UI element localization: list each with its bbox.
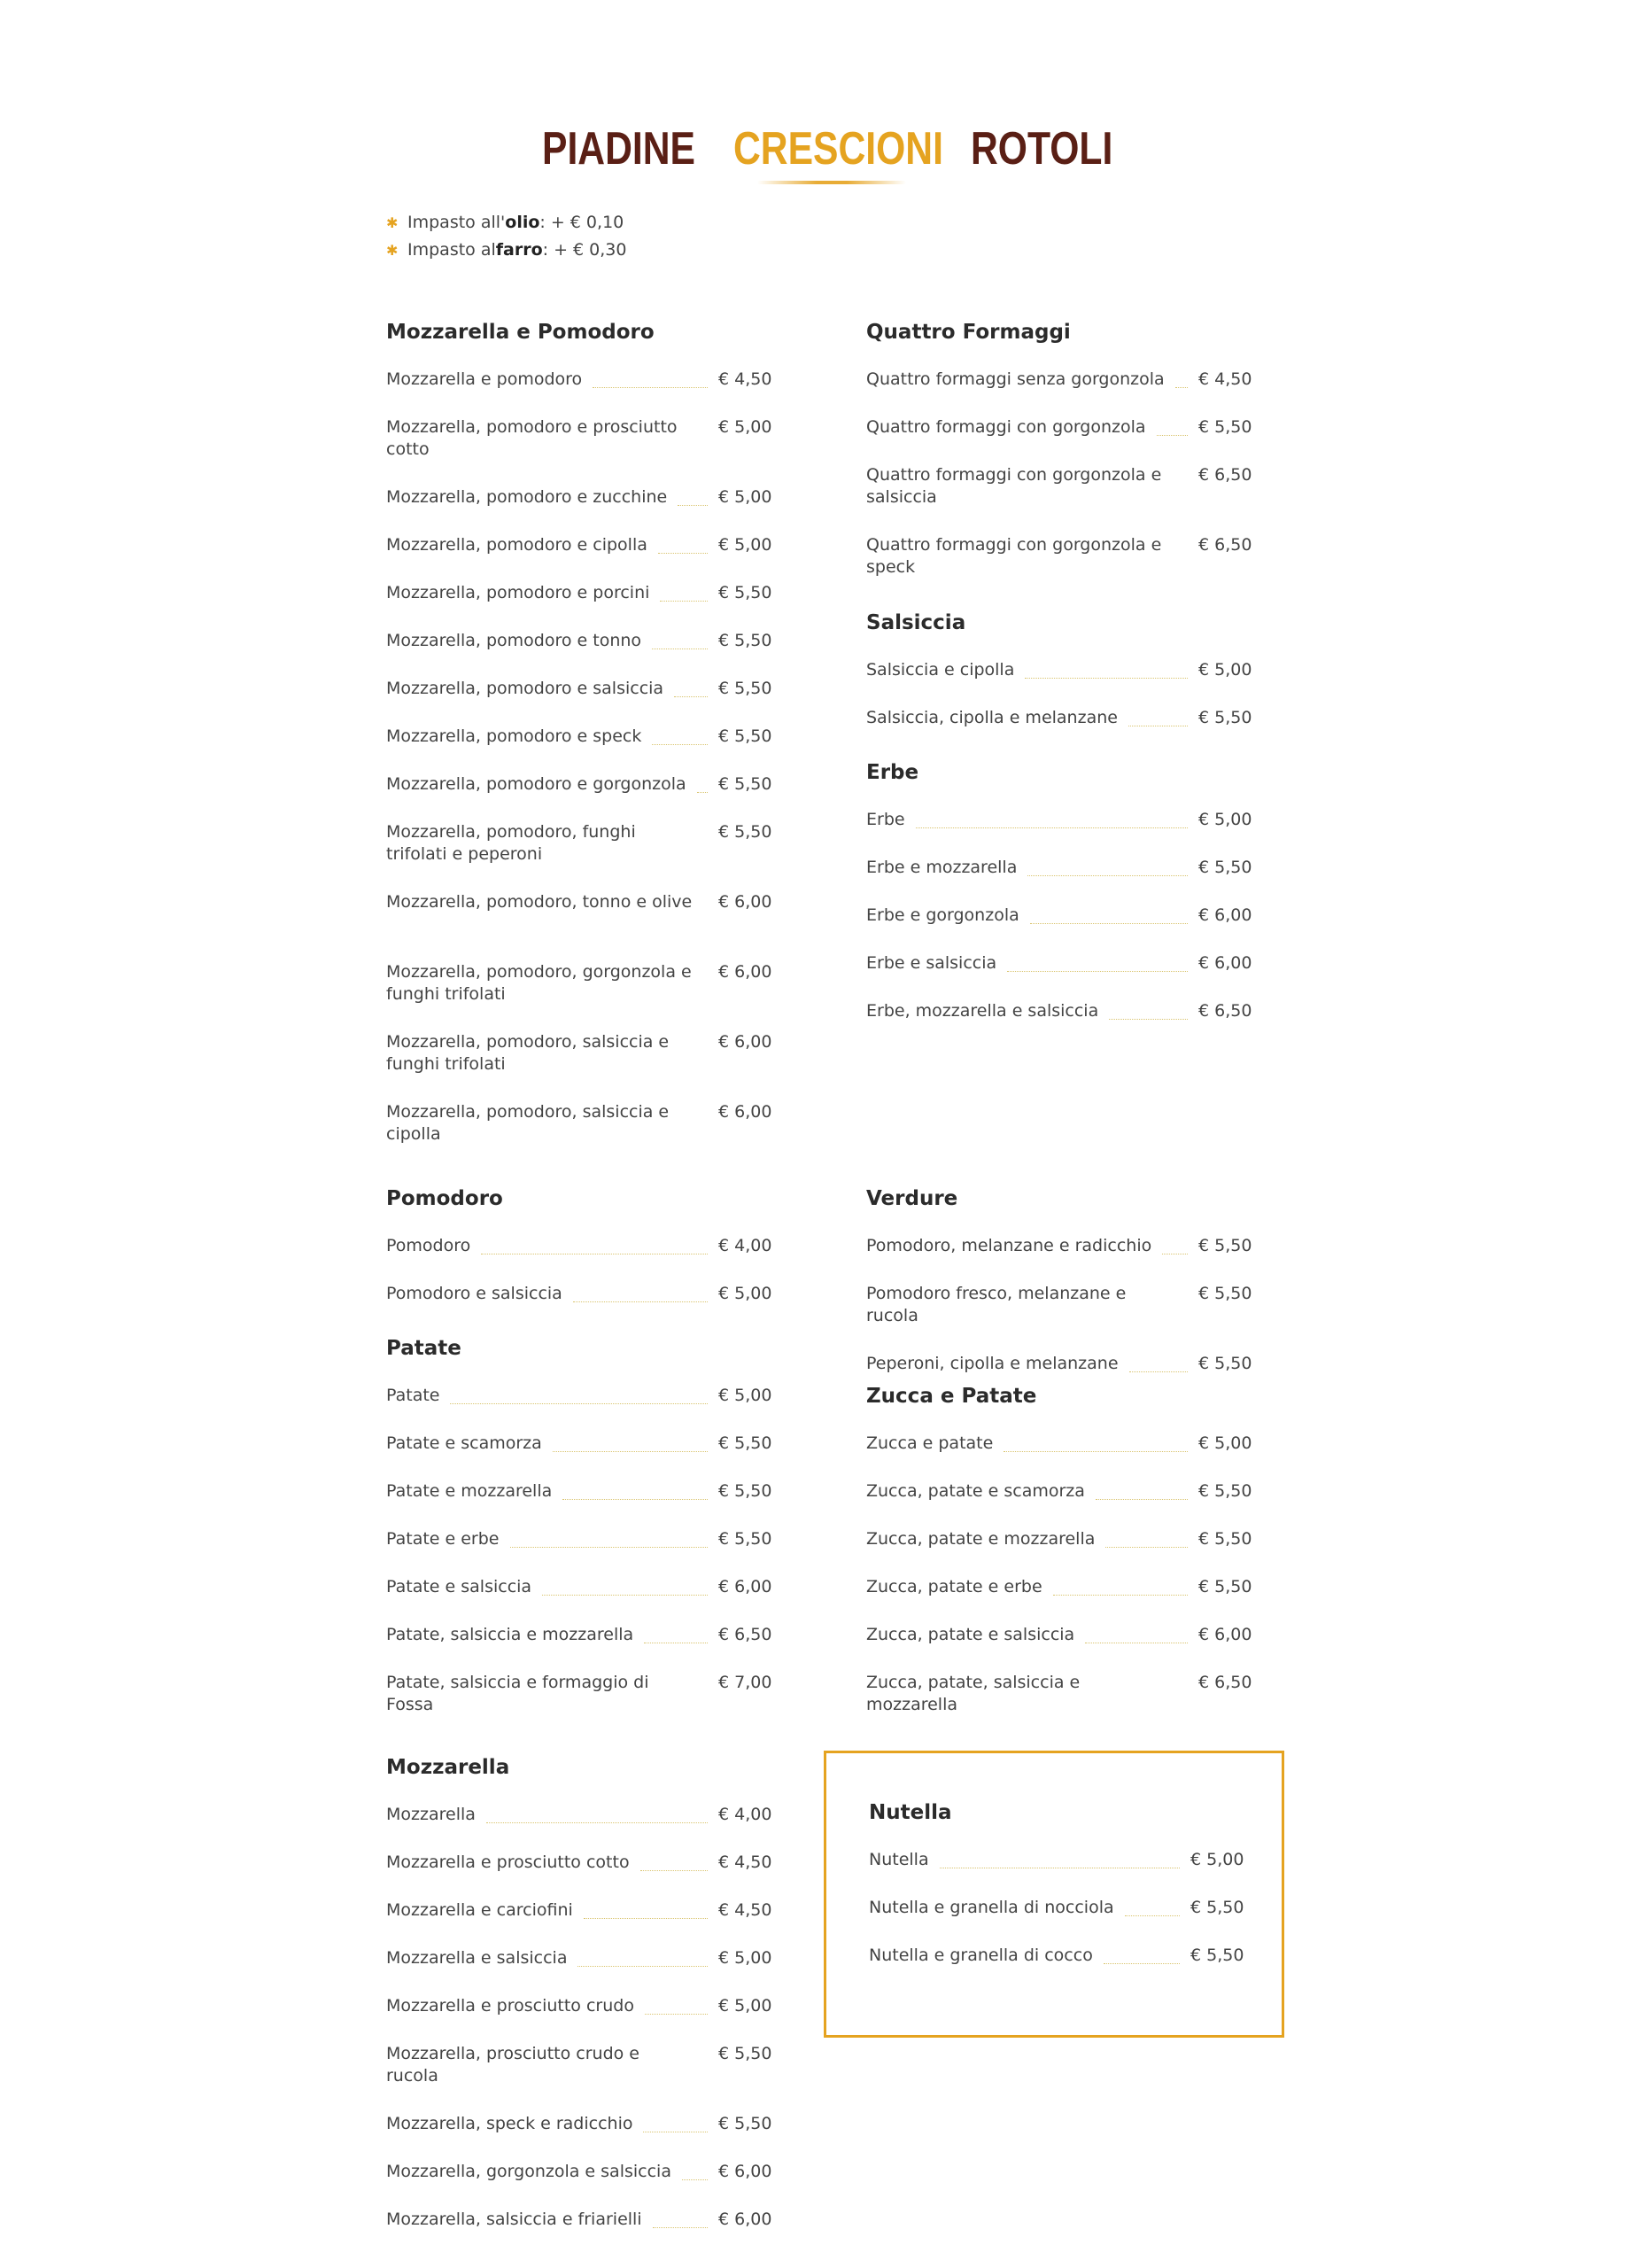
menu-item-name: Patate, salsiccia e formaggio di Fossa <box>386 1673 649 1714</box>
menu-item-price: € 6,00 <box>1198 905 1252 925</box>
menu-item-price: € 5,00 <box>1198 1433 1252 1453</box>
menu-item-price: € 6,50 <box>1198 1001 1252 1021</box>
section-quattro-formaggi <box>866 317 1252 604</box>
menu-item <box>866 1000 1252 1048</box>
menu-item-name: Quattro formaggi senza gorgonzola <box>866 369 1165 389</box>
menu-item <box>866 369 1252 416</box>
menu-item-name: Salsiccia, cipolla e melanzane <box>866 708 1118 727</box>
menu-item-name: Erbe e gorgonzola <box>866 905 1019 925</box>
dotted-leader <box>1027 875 1188 876</box>
menu-item <box>386 1804 772 1852</box>
menu-item-name: Mozzarella, pomodoro, gorgonzola e funghi trifolati <box>386 962 692 1004</box>
section-title: Verdure <box>866 1187 958 1210</box>
menu-item-price: € 5,50 <box>718 679 772 698</box>
dotted-leader <box>682 2179 708 2180</box>
menu-item-price: € 5,00 <box>1198 660 1252 680</box>
note-farro <box>386 237 626 264</box>
menu-item <box>869 1849 1244 1897</box>
menu-item <box>386 678 772 726</box>
section-title: Patate <box>386 1337 461 1360</box>
menu-item-price: € 6,00 <box>718 1032 772 1052</box>
menu-item-name: Zucca e patate <box>866 1433 994 1453</box>
menu-item-price: € 5,00 <box>1198 810 1252 829</box>
menu-item <box>386 1852 772 1899</box>
menu-item <box>866 1235 1252 1283</box>
menu-item <box>386 1283 772 1331</box>
section-salsiccia <box>866 608 1252 755</box>
menu-item-name: Mozzarella e salsiccia <box>386 1948 568 1968</box>
menu-item-name: Patate <box>386 1386 440 1405</box>
menu-item <box>386 1101 772 1171</box>
dotted-leader <box>653 2227 708 2228</box>
dotted-leader <box>1004 1451 1188 1452</box>
menu-item-name: Erbe, mozzarella e salsiccia <box>866 1001 1099 1021</box>
menu-item <box>386 773 772 821</box>
menu-item-name: Erbe e salsiccia <box>866 953 997 973</box>
menu-item-price: € 6,00 <box>718 1102 772 1122</box>
dotted-leader <box>674 696 708 697</box>
note-suffix: : + € 0,10 <box>539 213 624 232</box>
dotted-leader <box>510 1547 709 1548</box>
menu-item <box>866 1576 1252 1624</box>
section-verdure <box>866 1184 1252 1401</box>
menu-item-name: Mozzarella e carciofini <box>386 1900 573 1920</box>
menu-item-name: Mozzarella e prosciutto cotto <box>386 1852 630 1872</box>
dotted-leader <box>645 2014 708 2015</box>
menu-item <box>386 582 772 630</box>
active-tab-indicator <box>757 181 906 184</box>
menu-item-name: Mozzarella, pomodoro e porcini <box>386 583 650 602</box>
menu-item <box>386 486 772 534</box>
menu-item <box>866 1283 1252 1353</box>
menu-item <box>866 857 1252 905</box>
menu-item-price: € 4,50 <box>718 369 772 389</box>
menu-item <box>386 1385 772 1433</box>
menu-item-price: € 6,00 <box>718 1577 772 1596</box>
menu-item-price: € 6,50 <box>1198 535 1252 555</box>
menu-item <box>386 1480 772 1528</box>
menu-item <box>866 905 1252 952</box>
menu-item <box>386 1235 772 1283</box>
menu-item-name: Pomodoro, melanzane e radicchio <box>866 1236 1152 1255</box>
menu-item-name: Mozzarella, prosciutto crudo e rucola <box>386 2044 639 2085</box>
menu-item <box>386 891 772 961</box>
menu-item <box>386 416 772 486</box>
section-title: Zucca e Patate <box>866 1385 1037 1408</box>
menu-item-price: € 5,50 <box>718 2044 772 2063</box>
menu-item-name: Quattro formaggi con gorgonzola e salsiccia <box>866 465 1162 507</box>
menu-item <box>866 952 1252 1000</box>
menu-item-price: € 5,50 <box>1198 1354 1252 1373</box>
menu-item-price: € 5,50 <box>718 583 772 602</box>
menu-item-price: € 7,00 <box>718 1673 772 1692</box>
menu-item-price: € 5,50 <box>1198 858 1252 877</box>
menu-item-price: € 5,00 <box>718 1996 772 2016</box>
menu-item <box>866 1480 1252 1528</box>
section-title: Nutella <box>869 1801 952 1824</box>
menu-item <box>869 1897 1244 1945</box>
menu-item-name: Mozzarella, pomodoro e tonno <box>386 631 642 650</box>
dotted-leader <box>697 792 708 793</box>
menu-item <box>866 809 1252 857</box>
menu-item-price: € 5,00 <box>718 487 772 507</box>
menu-item <box>866 464 1252 534</box>
dotted-leader <box>916 827 1188 828</box>
menu-item <box>866 1624 1252 1672</box>
dotted-leader <box>450 1403 708 1404</box>
dotted-leader <box>1125 1915 1180 1916</box>
menu-item <box>386 369 772 416</box>
section-mozzarella <box>386 1752 772 2256</box>
menu-item-price: € 5,00 <box>718 417 772 437</box>
section-title: Mozzarella <box>386 1756 510 1779</box>
menu-item-name: Mozzarella <box>386 1805 476 1824</box>
section-title: Salsiccia <box>866 611 966 634</box>
dotted-leader <box>678 505 708 506</box>
menu-item-price: € 5,50 <box>1198 1236 1252 1255</box>
dotted-leader <box>1109 1019 1188 1020</box>
menu-item-name: Mozzarella, pomodoro, salsiccia e cipolla <box>386 1102 670 1144</box>
menu-item-name: Nutella e granella di nocciola <box>869 1898 1114 1917</box>
menu-item-price: € 6,00 <box>718 962 772 982</box>
menu-item-name: Mozzarella, pomodoro e salsiccia <box>386 679 664 698</box>
menu-item-price: € 5,00 <box>718 1386 772 1405</box>
menu-item-price: € 5,50 <box>718 774 772 794</box>
menu-item <box>386 1672 772 1742</box>
dotted-leader <box>660 601 708 602</box>
dotted-leader <box>562 1499 708 1500</box>
menu-item <box>386 630 772 678</box>
dotted-leader <box>584 1918 708 1919</box>
menu-item-name: Mozzarella, pomodoro e cipolla <box>386 535 647 555</box>
menu-item-name: Mozzarella, pomodoro, tonno e olive <box>386 892 693 912</box>
menu-item-name: Patate e scamorza <box>386 1433 542 1453</box>
section-title: Mozzarella e Pomodoro <box>386 321 655 344</box>
note-prefix: Impasto all' <box>407 213 506 232</box>
menu-item-price: € 6,50 <box>1198 465 1252 485</box>
menu-item-name: Mozzarella, pomodoro, funghi trifolati e peperoni <box>386 822 636 864</box>
dotted-leader <box>1104 1963 1180 1964</box>
dotted-leader <box>593 387 708 388</box>
menu-item-price: € 6,00 <box>718 892 772 912</box>
menu-item-name: Mozzarella, pomodoro e zucchine <box>386 487 668 507</box>
menu-item-price: € 5,50 <box>718 726 772 746</box>
dotted-leader <box>1105 1547 1188 1548</box>
menu-item-name: Mozzarella, pomodoro e gorgonzola <box>386 774 686 794</box>
menu-item-name: Erbe <box>866 810 905 829</box>
menu-item-price: € 6,00 <box>1198 953 1252 973</box>
dotted-leader <box>1030 923 1188 924</box>
menu-item-name: Nutella e granella di cocco <box>869 1946 1093 1965</box>
menu-item-price: € 4,00 <box>718 1805 772 1824</box>
menu-item-name: Zucca, patate e mozzarella <box>866 1529 1096 1549</box>
menu-item-price: € 5,50 <box>1190 1946 1244 1965</box>
menu-item-price: € 5,50 <box>1198 1529 1252 1549</box>
menu-item <box>866 534 1252 604</box>
menu-item-price: € 5,50 <box>1198 1481 1252 1501</box>
menu-item <box>866 659 1252 707</box>
section-erbe <box>866 757 1252 1048</box>
section-zucca-e-patate <box>866 1381 1252 1742</box>
menu-item-name: Zucca, patate e erbe <box>866 1577 1042 1596</box>
menu-item-name: Erbe e mozzarella <box>866 858 1018 877</box>
menu-item-price: € 5,50 <box>718 631 772 650</box>
menu-item-price: € 5,50 <box>1198 1577 1252 1596</box>
menu-item-name: Mozzarella, pomodoro e speck <box>386 726 642 746</box>
menu-item-name: Mozzarella, speck e radicchio <box>386 2114 633 2133</box>
menu-item-name: Pomodoro e salsiccia <box>386 1284 562 1303</box>
menu-item-name: Peperoni, cipolla e melanzane <box>866 1354 1119 1373</box>
dotted-leader <box>542 1595 708 1596</box>
menu-item-name: Mozzarella, salsiccia e friarielli <box>386 2210 642 2229</box>
menu-item <box>386 1433 772 1480</box>
note-bold: farro <box>495 240 543 260</box>
menu-item-name: Patate, salsiccia e mozzarella <box>386 1625 634 1644</box>
menu-item-price: € 5,00 <box>718 1948 772 1968</box>
tab-crescioni[interactable]: CRESCIONI <box>733 123 943 175</box>
menu-item-price: € 5,50 <box>1198 708 1252 727</box>
menu-item-name: Quattro formaggi con gorgonzola <box>866 417 1146 437</box>
menu-item-name: Mozzarella e prosciutto crudo <box>386 1996 634 2016</box>
menu-item <box>386 2161 772 2209</box>
menu-item <box>386 534 772 582</box>
menu-item <box>386 2043 772 2113</box>
section-nutella <box>869 1798 1244 1992</box>
dotted-leader <box>1025 678 1188 679</box>
menu-item-name: Zucca, patate, salsiccia e mozzarella <box>866 1673 1081 1714</box>
menu-item <box>386 726 772 773</box>
menu-item <box>866 416 1252 464</box>
menu-item-name: Nutella <box>869 1850 929 1869</box>
menu-item <box>386 2113 772 2161</box>
note-bold: olio <box>505 213 540 232</box>
dough-notes <box>386 209 626 264</box>
menu-item-name: Zucca, patate e salsiccia <box>866 1625 1075 1644</box>
menu-item-name: Patate e salsiccia <box>386 1577 532 1596</box>
menu-item-name: Mozzarella, pomodoro, salsiccia e funghi trifolati <box>386 1032 670 1074</box>
dotted-leader <box>1175 387 1188 388</box>
menu-item <box>386 1576 772 1624</box>
menu-item-price: € 5,50 <box>1198 1284 1252 1303</box>
dotted-leader <box>658 553 708 554</box>
section-title: Pomodoro <box>386 1187 503 1210</box>
menu-item <box>386 821 772 891</box>
menu-item-name: Patate e mozzarella <box>386 1481 553 1501</box>
section-mozzarella-e-pomodoro <box>386 317 772 1171</box>
menu-item <box>386 1031 772 1101</box>
tab-piadine[interactable]: PIADINE <box>542 123 695 175</box>
menu-item-price: € 5,50 <box>718 1433 772 1453</box>
dotted-leader <box>573 1301 708 1302</box>
menu-item-price: € 5,50 <box>718 822 772 842</box>
menu-item <box>386 1624 772 1672</box>
section-pomodoro <box>386 1184 772 1331</box>
note-prefix: Impasto al <box>407 240 496 260</box>
menu-item-name: Pomodoro <box>386 1236 471 1255</box>
menu-item <box>386 961 772 1031</box>
menu-item-price: € 5,00 <box>718 1284 772 1303</box>
menu-item-name: Mozzarella e pomodoro <box>386 369 583 389</box>
dotted-leader <box>652 744 708 745</box>
menu-item-name: Mozzarella, gorgonzola e salsiccia <box>386 2162 671 2181</box>
note-olio <box>386 209 626 237</box>
menu-item-price: € 5,00 <box>718 535 772 555</box>
menu-item-price: € 4,00 <box>718 1236 772 1255</box>
dotted-leader <box>640 1870 708 1871</box>
menu-item-price: € 5,50 <box>1198 417 1252 437</box>
section-title: Quattro Formaggi <box>866 321 1071 344</box>
menu-item-name: Patate e erbe <box>386 1529 500 1549</box>
menu-item-price: € 4,50 <box>718 1900 772 1920</box>
menu-item <box>866 1528 1252 1576</box>
menu-item-price: € 5,50 <box>718 2114 772 2133</box>
menu-item <box>386 1899 772 1947</box>
menu-item-price: € 6,50 <box>1198 1673 1252 1692</box>
menu-item <box>866 707 1252 755</box>
menu-item <box>866 1433 1252 1480</box>
asterisk-icon: ✱ <box>386 242 399 259</box>
menu-item-price: € 5,50 <box>718 1481 772 1501</box>
section-title: Erbe <box>866 761 919 784</box>
dotted-leader <box>1007 971 1188 972</box>
asterisk-icon: ✱ <box>386 214 399 231</box>
menu-item <box>386 1995 772 2043</box>
note-suffix: : + € 0,30 <box>542 240 627 260</box>
menu-item-name: Pomodoro fresco, melanzane e rucola <box>866 1284 1127 1325</box>
menu-item <box>869 1945 1244 1992</box>
dotted-leader <box>553 1451 708 1452</box>
dotted-leader <box>486 1822 708 1823</box>
menu-item-name: Salsiccia e cipolla <box>866 660 1015 680</box>
menu-item <box>386 1947 772 1995</box>
menu-item <box>386 2209 772 2256</box>
menu-item-price: € 4,50 <box>718 1852 772 1872</box>
menu-item-name: Mozzarella, pomodoro e prosciutto cotto <box>386 417 678 459</box>
menu-item-price: € 6,50 <box>718 1625 772 1644</box>
menu-item-price: € 4,50 <box>1198 369 1252 389</box>
menu-item-price: € 6,00 <box>718 2162 772 2181</box>
menu-item-price: € 6,00 <box>718 2210 772 2229</box>
menu-item <box>866 1672 1252 1742</box>
menu-item-price: € 6,00 <box>1198 1625 1252 1644</box>
menu-item-name: Quattro formaggi con gorgonzola e speck <box>866 535 1162 577</box>
dotted-leader <box>1157 435 1188 436</box>
section-patate <box>386 1333 772 1742</box>
menu-item-price: € 5,50 <box>718 1529 772 1549</box>
menu-item-price: € 5,50 <box>1190 1898 1244 1917</box>
menu-item <box>386 1528 772 1576</box>
tab-rotoli[interactable]: ROTOLI <box>971 123 1113 175</box>
dotted-leader <box>1096 1499 1188 1500</box>
dotted-leader <box>1129 1371 1188 1372</box>
menu-item-price: € 5,00 <box>1190 1850 1244 1869</box>
dotted-leader <box>1053 1595 1188 1596</box>
menu-item-name: Zucca, patate e scamorza <box>866 1481 1085 1501</box>
dotted-leader <box>577 1966 708 1967</box>
